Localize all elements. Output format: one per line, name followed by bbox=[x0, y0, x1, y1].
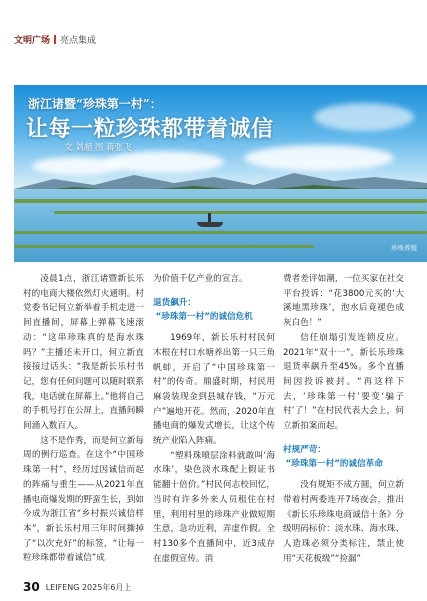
column-1 bbox=[23, 272, 144, 566]
paragraph: 没有规矩不成方圆，何立新带着村两委连开7场夜会，推出《新长乐珍珠电商诚信十条》分级明码标价：淡水珠、海水珠、人造珠必须分类标注，禁止使用“天花板级”“捡漏” bbox=[283, 480, 404, 564]
section-subtitle: 亮点集成 bbox=[60, 36, 97, 46]
column-2 bbox=[153, 272, 275, 566]
paragraph: 1969年，新长乐村村民何木根在村口水塘养出第一只三角帆蚌，开启了“中国珍珠第一村”的传奇。鼎盛时期，村民用麻袋装现金到县城存钱，“万元户”遍地开花。然而，2020年直播电商的爆发式增长，让这个传统产业陷入阵痛。 bbox=[153, 333, 275, 447]
subheading-text: “珍珠第一村”的诚信革命 bbox=[285, 459, 383, 470]
section-divider bbox=[54, 35, 56, 44]
paragraph: “塑料珠喷层涂料就敢叫‘海水珠’，染色淡水珠配上假证书能翻十倍价。”村民何志校回忆，当时有许多外来人员租住在村里，利用村里的珍珠产业做短期生意，急功近利，弄虚作假。全村130多个直播间中，近3成存在虚假宣传。消 bbox=[153, 450, 275, 564]
paragraph: 凌晨1点，浙江诸暨新长乐村的电商大楼依然灯火通明。村党委书记何立新举着手机走进一间直播间，屏幕上弹幕飞速滚动：“这串珍珠真的是海水珠吗？”主播还未开口，何立新直接接过话头：“我是新长乐村书记，您有任何问题可以随时联系我，电话就在屏幕上。”他将自己的手机号打在公屏上，直播间瞬间涌入数百人。 bbox=[23, 274, 144, 432]
subheading-label: 退货飙升： bbox=[153, 297, 196, 308]
article-kicker: 浙江诸暨“珍珠第一村”： bbox=[28, 97, 162, 111]
paragraph: 这不是作秀，而是何立新每周的例行巡查。在这个“中国珍珠第一村”，经历过因诚信而起的阵痛与重生——从2021年直播电商爆发期的野蛮生长，到如今成为浙江省“乡村振兴诚信样本”，新长乐村用三年时间撕掉了“以次充好”的标签，“让每一粒珍珠都带着诚信”成 bbox=[23, 435, 144, 564]
column-3 bbox=[283, 272, 404, 566]
article-byline: 文 刘超 图 蒋张飞 bbox=[64, 143, 132, 153]
paragraph: 信任崩塌引发连锁反应。2021年“双十一”，新长乐珍珠退货率飙升至45%。多个直播间因投诉被封。“再这样下去，‘珍珠第一村’要变‘骗子村’了！”在村民代表大会上，何立新拍案而起。 bbox=[283, 332, 404, 432]
section-title: 文明广场 bbox=[14, 36, 51, 46]
boat-person bbox=[208, 213, 211, 222]
page-footer bbox=[23, 580, 131, 594]
subheading-text: “珍珠第一村”的诚信危机 bbox=[155, 312, 253, 323]
article-title: 让每一粒珍珠都带着诚信 bbox=[26, 117, 274, 142]
section-header bbox=[14, 33, 96, 46]
paragraph-continued: 为价值千亿产业的宣言。 bbox=[153, 274, 248, 284]
magazine-issue: LEIFENG 2025年6月上 bbox=[45, 582, 132, 592]
page-number: 30 bbox=[23, 580, 40, 594]
photo-watermark: 珍珠养殖 bbox=[391, 244, 417, 252]
subheading-label: 村规严苛： bbox=[283, 444, 326, 455]
hero-photo bbox=[14, 85, 427, 262]
boat bbox=[197, 222, 223, 227]
paragraph-continued: 费者差评如潮，一位买家在社交平台投诉：“花3800元买的‘大溪地黑珍珠’，泡水后竟褪色成灰白色！” bbox=[283, 274, 404, 329]
